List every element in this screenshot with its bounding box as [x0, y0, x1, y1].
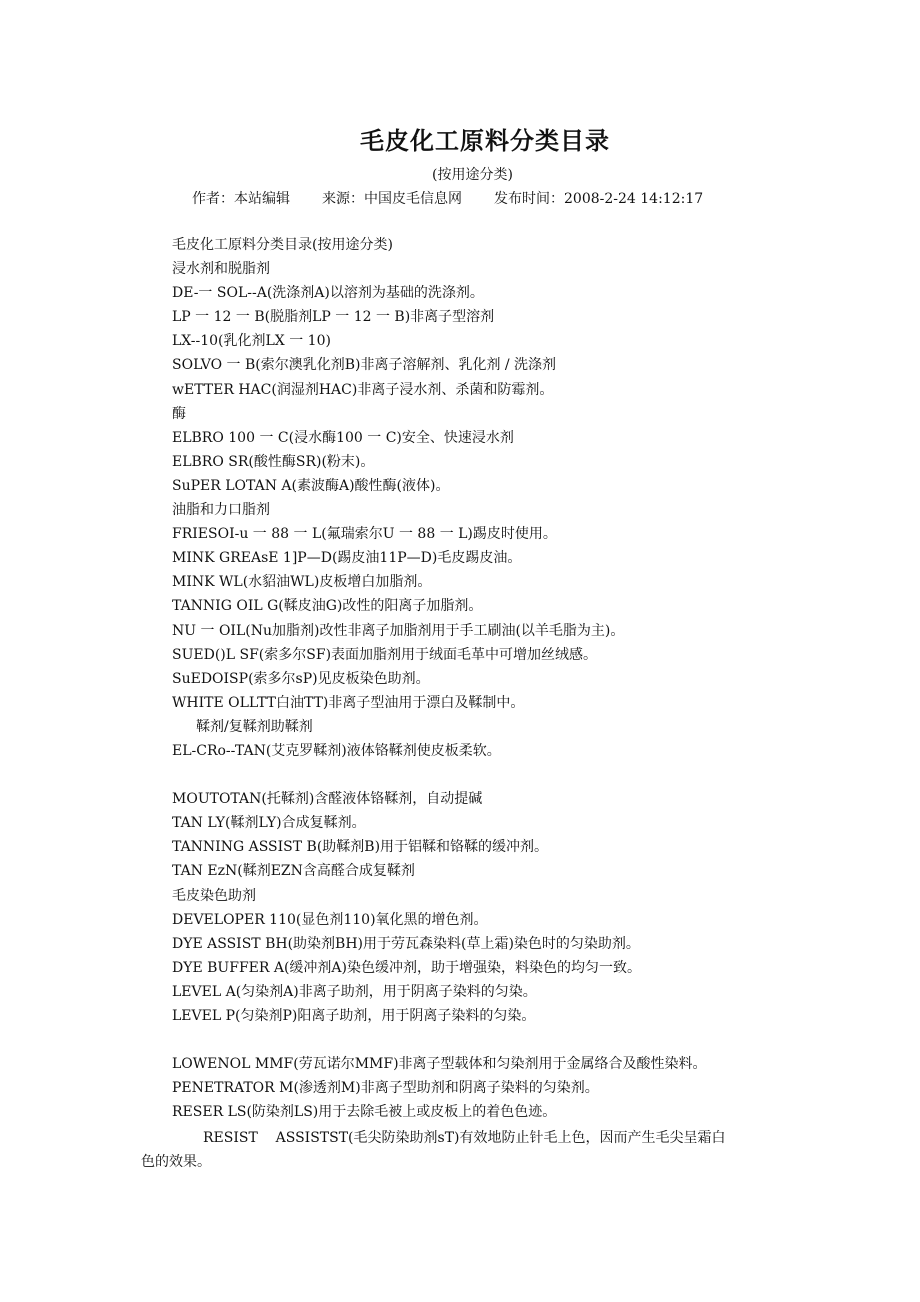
section-heading: 酶: [172, 405, 186, 422]
document-subtitle: (按用途分类): [432, 167, 513, 183]
blank-line: [172, 763, 792, 787]
body-line: DEVELOPER 110(显色剂110)氧化黑的增色剂。: [172, 911, 488, 928]
body-line: LP 一 12 一 B(脱脂剂LP 一 12 一 B)非离子型溶剂: [172, 309, 495, 326]
body-line: LX--10(乳化剂LX 一 10): [172, 333, 331, 350]
body-line: 毛皮化工原料分类目录(按用途分类): [172, 237, 393, 253]
body-line: ELBRO SR(酸性酶SR)(粉末)。: [172, 453, 375, 470]
meta-author: 作者：本站编辑: [192, 191, 290, 207]
body-line: SUED()L SF(索多尔SF)表面加脂剂用于绒面毛革中可增加丝绒感。: [172, 646, 598, 663]
body-line: SuEDOISP(索多尔sP)见皮板染色助剂。: [172, 670, 430, 687]
body-line: DE-一 SOL--A(洗涤剂A)以溶剂为基础的洗涤剂。: [172, 285, 484, 302]
body-line: MOUTOTAN(托鞣剂)含醛液体铬鞣剂，自动提碱: [172, 791, 483, 808]
section-heading: 浸水剂和脱脂剂: [172, 261, 270, 278]
body-line: FRIESOI-u 一 88 一 L(氟瑞索尔U 一 88 一 L)踢皮时使用。: [172, 526, 557, 543]
body-line: TANNING ASSIST B(助鞣剂B)用于铝鞣和铬鞣的缓冲剂。: [172, 839, 549, 856]
body-line: TAN EzN(鞣剂EZN含高醛合成复鞣剂: [172, 863, 415, 880]
body-line: SOLVO 一 B(索尔澳乳化剂B)非离子溶解剂、乳化剂 / 洗涤剂: [172, 357, 557, 374]
body-line: DYE BUFFER A(缓冲剂A)染色缓冲剂，助于增强染，料染色的均匀一致。: [172, 959, 642, 976]
body-line: WHITE OLLTT白油TT)非离子型油用于漂白及鞣制中。: [172, 694, 525, 711]
section-heading: 油脂和力口脂剂: [172, 502, 270, 519]
blank-line: [172, 1028, 792, 1052]
body-line: MINK GREAsE 1]P—D(踢皮油11P—D)毛皮踢皮油。: [172, 550, 522, 567]
last-paragraph-line-1: RESIST ASSISTST(毛尖防染助剂sT)有效地防止针毛上色，因而产生毛尖呈霜白: [203, 1130, 726, 1146]
body-line: LEVEL A(匀染剂A)非离子助剂，用于阴离子染料的匀染。: [172, 983, 537, 1000]
last-paragraph: [141, 1126, 786, 1174]
body-line: wETTER HAC(润湿剂HAC)非离子浸水剂、杀菌和防霉剂。: [172, 381, 554, 398]
document-body: [172, 233, 792, 1124]
document-title: 毛皮化工原料分类目录: [360, 127, 610, 155]
body-line: SuPER LOTAN A(素波酶A)酸性酶(液体)。: [172, 477, 450, 494]
body-line: EL-CRo--TAN(艾克罗鞣剂)液体铬鞣剂使皮板柔软。: [172, 742, 501, 759]
body-line: MINK WL(水貂油WL)皮板增白加脂剂。: [172, 574, 432, 591]
body-line: LOWENOL MMF(劳瓦诺尔MMF)非离子型载体和匀染剂用于金属络合及酸性染料。: [172, 1056, 707, 1073]
body-line: ELBRO 100 一 C(浸水酶100 一 C)安全、快速浸水剂: [172, 429, 514, 446]
body-line: LEVEL P(匀染剂P)阳离子助剂，用于阴离子染料的匀染。: [172, 1008, 536, 1024]
meta-published: 发布时间：2008-2-24 14:12:17: [494, 191, 704, 207]
body-line: NU 一 OIL(Nu加脂剂)改性非离子加脂剂用于手工刷油(以羊毛脂为主)。: [172, 622, 625, 639]
section-heading: 毛皮染色助剂: [172, 887, 256, 904]
document-meta: [192, 188, 703, 208]
last-paragraph-line-2: 色的效果。: [141, 1154, 211, 1170]
body-line: RESER LS(防染剂LS)用于去除毛被上或皮板上的着色色迹。: [172, 1104, 557, 1121]
section-heading: 鞣剂/复鞣剂助鞣剂: [196, 718, 313, 735]
meta-source: 来源：中国皮毛信息网: [322, 191, 462, 207]
body-line: TANNIG OIL G(鞣皮油G)改性的阳离子加脂剂。: [172, 598, 483, 615]
body-line: DYE ASSIST BH(助染剂BH)用于劳瓦森染料(草上霜)染色时的匀染助剂。: [172, 935, 640, 952]
body-line: TAN LY(鞣剂LY)合成复鞣剂。: [172, 815, 366, 832]
body-line: PENETRATOR M(渗透剂M)非离子型助剂和阴离子染料的匀染剂。: [172, 1080, 599, 1097]
